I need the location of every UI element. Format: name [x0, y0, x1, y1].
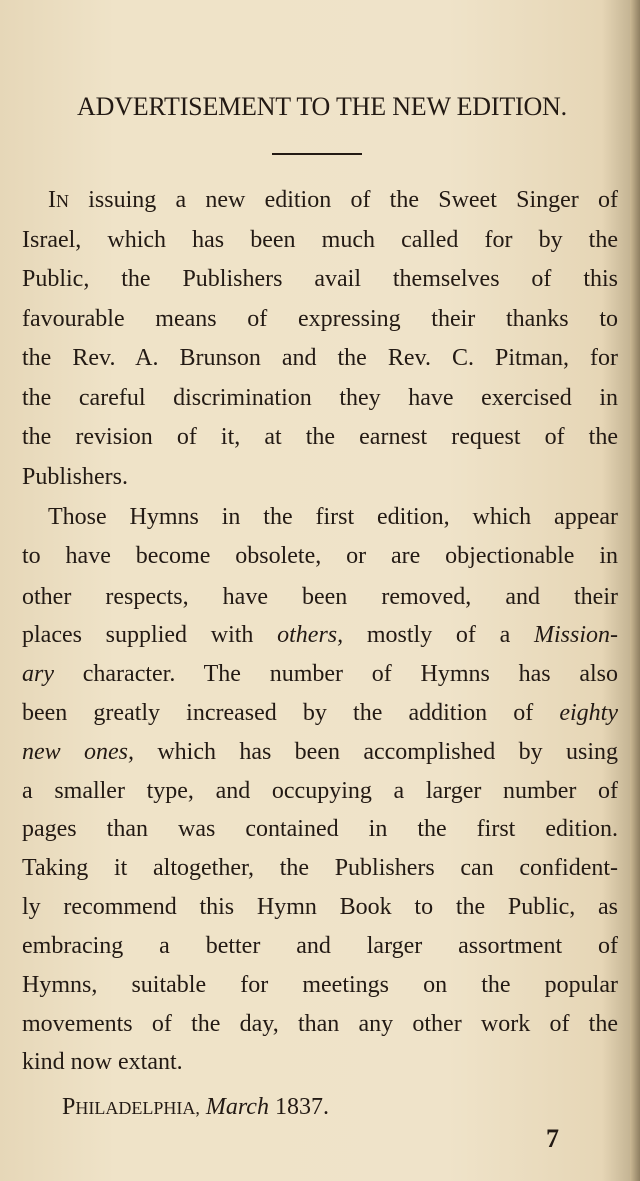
paragraph2-line11: ly recommend this Hymn Book to the Public, as [22, 894, 618, 920]
text-run: mostly of a [343, 622, 534, 648]
paragraph2-line10: Taking it altogether, the Publishers can confident- [22, 855, 618, 881]
page-number: 7 [546, 1124, 559, 1153]
paragraph1-line4: favourable means of expressing their thanks to [22, 306, 618, 332]
text-run: which has been accomplished by using [134, 739, 618, 765]
italic-run: ary [22, 661, 54, 687]
italic-run: eighty [559, 700, 618, 726]
paragraph2-line7 [22, 737, 618, 767]
place-date-signature [62, 1094, 329, 1121]
drop-cap: I [48, 187, 56, 213]
page-heading: ADVERTISEMENT TO THE NEW EDITION. [77, 92, 567, 121]
paragraph1-line5: the Rev. A. Brunson and the Rev. C. Pitman, for [22, 345, 618, 371]
italic-run: new ones, [22, 739, 134, 765]
place-small: HILADELPHIA, [75, 1098, 200, 1118]
paragraph2-line13: Hymns, suitable for meetings on the popular [22, 972, 618, 998]
paragraph1-line3: Public, the Publishers avail themselves of this [22, 266, 618, 292]
page-edge [630, 0, 640, 1181]
text-run: places supplied with [22, 622, 278, 648]
paragraph2-line14: movements of the day, than any other work of the [22, 1011, 618, 1037]
paragraph1-line6: the careful discrimination they have exercised in [22, 385, 618, 411]
text-line: issuing a new edition of the Sweet Singer of [69, 187, 618, 213]
paragraph2-line8: a smaller type, and occupying a larger number of [22, 778, 618, 804]
drop-cap-small: N [56, 191, 69, 211]
heading-rule [272, 153, 362, 155]
year: 1837. [274, 1094, 329, 1120]
paragraph2-line1: Those Hymns in the first edition, which appear [48, 504, 618, 530]
paragraph2-line12: embracing a better and larger assortment of [22, 933, 618, 959]
text-run: character. The number of Hymns has also [54, 661, 618, 687]
paragraph2-line15: kind now extant. [22, 1049, 183, 1075]
text-run: been greatly increased by the addition of [22, 700, 560, 726]
paragraph1-line1 [48, 185, 618, 215]
paragraph2-line5 [22, 659, 618, 689]
paragraph1-line7: the revision of it, at the earnest request of the [22, 424, 618, 450]
paragraph2-line9: pages than was contained in the first edition. [22, 816, 618, 842]
place-cap: P [62, 1094, 76, 1120]
italic-run: Mission- [534, 622, 618, 648]
paragraph1-line2: Israel, which has been much called for by the [22, 227, 618, 253]
paragraph2-line3: other respects, have been removed, and their [22, 584, 618, 610]
paragraph2-line6 [22, 698, 618, 728]
italic-run: others, [277, 622, 344, 648]
paragraph2-line2: to have become obsolete, or are objectionable in [22, 543, 618, 569]
month: March [205, 1094, 269, 1120]
paragraph2-line4 [22, 620, 618, 650]
paragraph1-line8: Publishers. [22, 464, 129, 490]
